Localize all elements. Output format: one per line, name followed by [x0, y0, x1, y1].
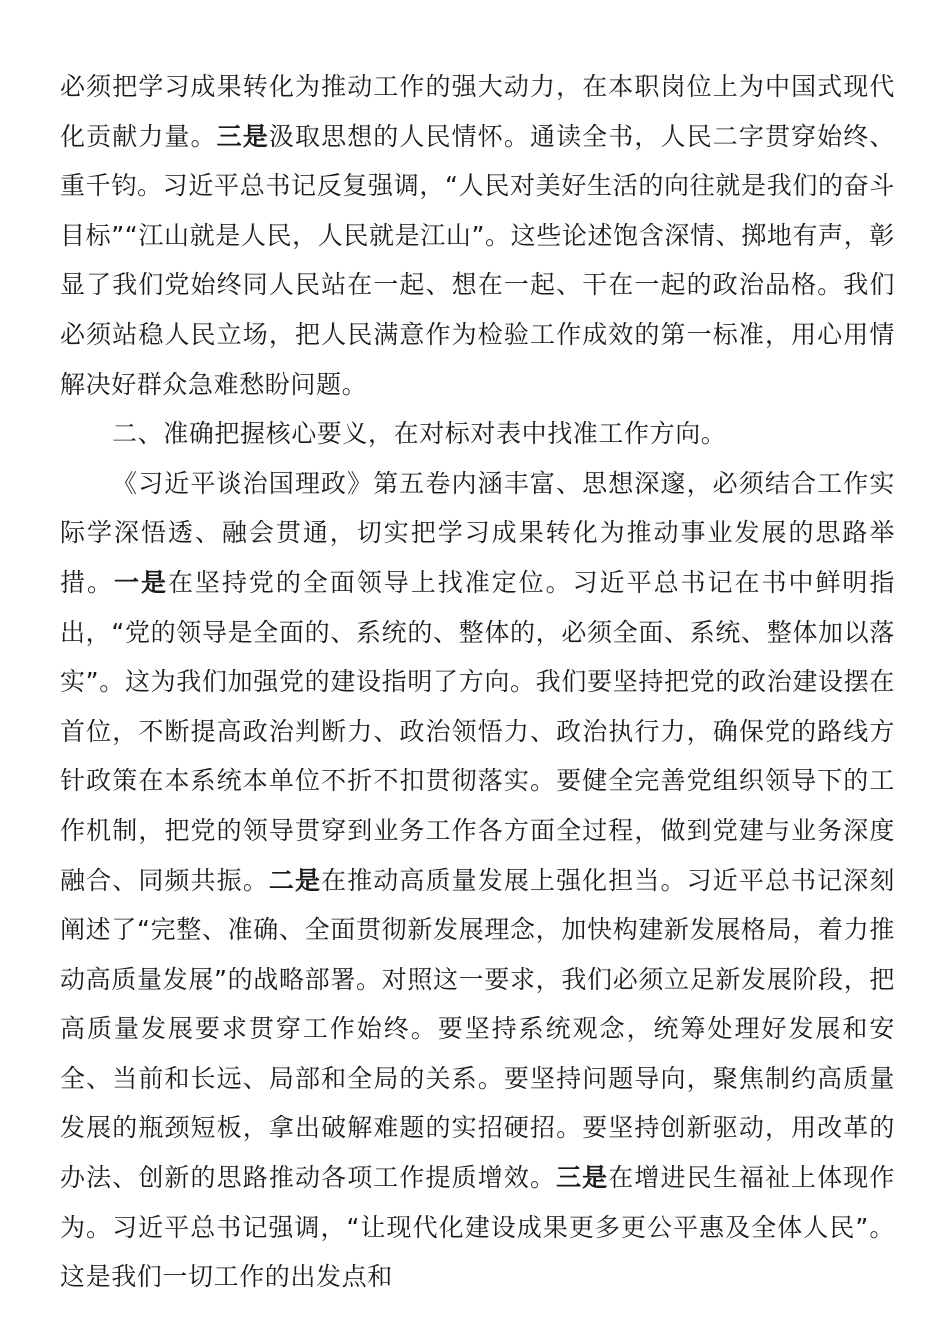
paragraph-continuation	[60, 62, 895, 409]
bold-keyword-san-shi: 三是	[216, 121, 269, 151]
text-run: 《习近平谈治国理政》第五卷内涵丰富、思想深邃，必须结合工作实际学深悟透、融会贯通，切实把学习成果转化为推动事业发展的思路举措。	[60, 468, 895, 597]
section-heading-2	[60, 409, 895, 459]
bold-keyword-er-shi: 二是	[268, 865, 322, 895]
paragraph-body	[60, 459, 895, 1302]
document-page	[60, 62, 895, 1302]
bold-keyword-yi-shi: 一是	[113, 567, 168, 597]
text-run: 在增进民生福祉上体现作为。习近平总书记强调，“让现代化建设成果更多更公平惠及全体人民”。这是我们一切工作的出发点和	[60, 1163, 895, 1292]
text-run: 汲取思想的人民情怀。通读全书，人民二字贯穿始终、重千钧。习近平总书记反复强调，“人民对美好生活的向往就是我们的奋斗目标”“江山就是人民，人民就是江山”。这些论述饱含深情、掷地有声，彰显了我们党始终同人民站在一起、想在一起、干在一起的政治品格。我们必须站稳人民立场，把人民满意作为检验工作成效的第一标准，用心用情解决好群众急难愁盼问题。	[60, 121, 895, 399]
text-run: 在推动高质量发展上强化担当。习近平总书记深刻阐述了“完整、准确、全面贯彻新发展理念，加快构建新发展格局，着力推动高质量发展”的战略部署。对照这一要求，我们必须立足新发展阶段，把高质量发展要求贯穿工作始终。要坚持系统观念，统筹处理好发展和安全、当前和长远、局部和全局的关系。要坚持问题导向，聚焦制约高质量发展的瓶颈短板，拿出破解难题的实招硬招。要坚持创新驱动，用改革的办法、创新的思路推动各项工作提质增效。	[60, 865, 895, 1193]
text-run: 在坚持党的全面领导上找准定位。习近平总书记在书中鲜明指出，“党的领导是全面的、系统的、整体的，必须全面、系统、整体加以落实”。这为我们加强党的建设指明了方向。我们要坚持把党的政治建设摆在首位，不断提高政治判断力、政治领悟力、政治执行力，确保党的路线方针政策在本系统本单位不折不扣贯彻落实。要健全完善党组织领导下的工作机制，把党的领导贯穿到业务工作各方面全过程，做到党建与业务深度融合、同频共振。	[60, 567, 896, 895]
heading-text: 二、准确把握核心要义，在对标对表中找准工作方向。	[112, 419, 727, 449]
bold-keyword-san-shi: 三是	[556, 1163, 609, 1193]
text-run: 必须把学习成果转化为推动工作的强大动力，在本职岗位上为中国式现代化贡献力量。	[60, 72, 895, 151]
